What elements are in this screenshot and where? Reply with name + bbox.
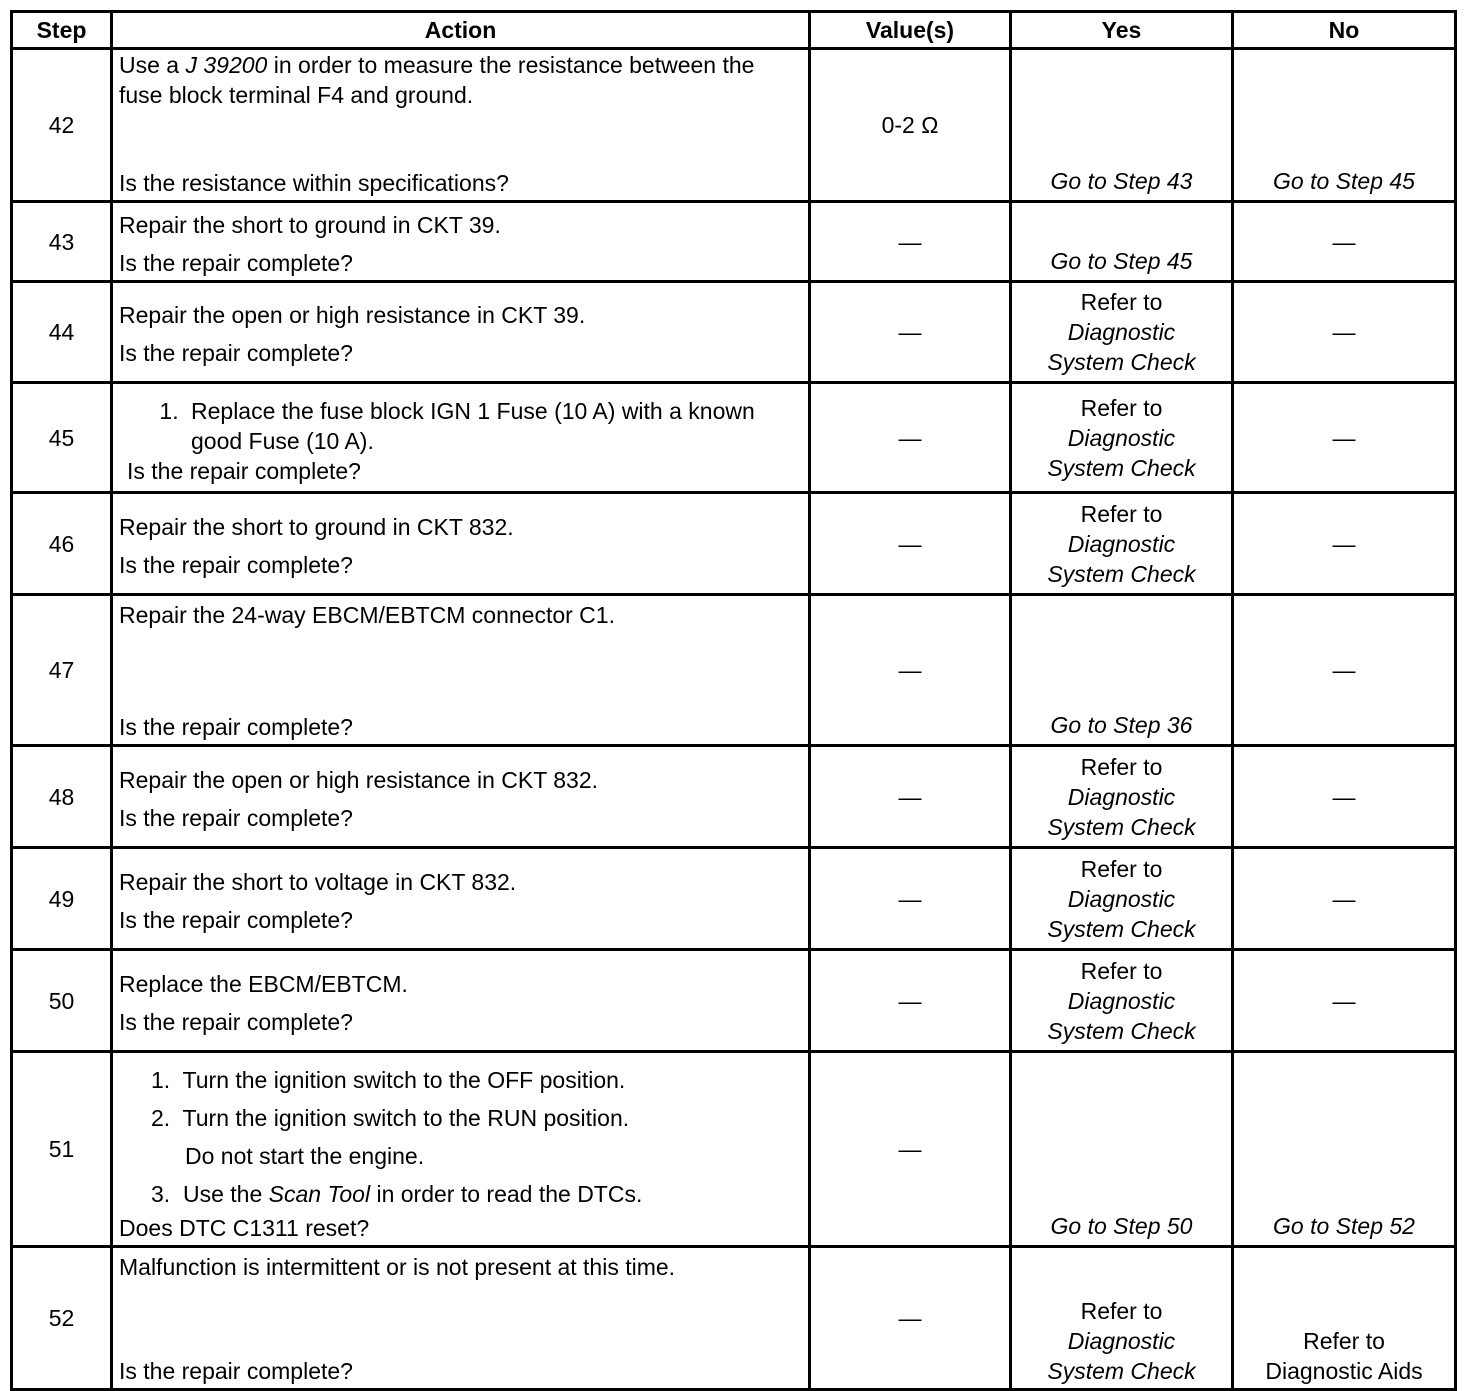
procedure-item: 1. Replace the fuse block IGN 1 Fuse (10 A) with a known good Fuse (10 A).: [185, 396, 802, 456]
table-row: [12, 746, 1456, 848]
action-question: Is the repair complete?: [119, 906, 353, 933]
action-question: Is the repair complete?: [119, 804, 353, 831]
value-cell: 0-2 Ω: [810, 49, 1011, 202]
procedure-note: Do not start the engine.: [185, 1143, 425, 1169]
table-row: [12, 1052, 1456, 1247]
table-row: [12, 950, 1456, 1052]
goto-link[interactable]: Go to Step 50: [1050, 1213, 1193, 1239]
refer-label: Refer to: [1080, 855, 1163, 882]
yes-cell: [1011, 282, 1233, 383]
table-row: [12, 493, 1456, 595]
value-cell: —: [810, 848, 1011, 950]
action-question: Is the repair complete?: [119, 340, 353, 366]
action-text: Malfunction is intermittent or is not present at this time.: [119, 1254, 676, 1280]
action-text: Repair the open or high resistance in CKT 832.: [119, 766, 599, 793]
table-row: [12, 848, 1456, 950]
table-row: [12, 595, 1456, 746]
header-step: Step: [12, 12, 112, 49]
refer-link[interactable]: System Check: [1047, 1017, 1196, 1044]
action-question: Is the resistance within specifications?: [119, 170, 509, 196]
refer-link[interactable]: Diagnostic: [1067, 530, 1176, 557]
no-cell: [1233, 1247, 1456, 1390]
step-number: 50: [12, 950, 112, 1052]
value-cell: —: [810, 493, 1011, 595]
value-cell: —: [810, 202, 1011, 282]
no-cell: [1233, 1052, 1456, 1247]
tool-name: Scan Tool: [268, 1181, 371, 1207]
no-cell: [1233, 49, 1456, 202]
action-cell: [112, 950, 810, 1052]
refer-link[interactable]: System Check: [1047, 454, 1196, 481]
refer-link[interactable]: Diagnostic: [1067, 319, 1176, 345]
action-question: Is the repair complete?: [119, 249, 353, 276]
procedure-item: 1. Turn the ignition switch to the OFF position.: [151, 1067, 626, 1093]
yes-cell: [1011, 1052, 1233, 1247]
yes-cell: [1011, 1247, 1233, 1390]
action-cell: [112, 282, 810, 383]
goto-link[interactable]: Go to Step 52: [1273, 1213, 1415, 1239]
no-cell: —: [1233, 282, 1456, 383]
procedure-list: [119, 396, 802, 456]
header-yes: Yes: [1011, 12, 1233, 49]
no-cell: —: [1233, 383, 1456, 493]
refer-link[interactable]: Diagnostic: [1067, 885, 1176, 912]
no-cell: —: [1233, 746, 1456, 848]
refer-link[interactable]: Diagnostic: [1067, 424, 1176, 451]
step-number: 43: [12, 202, 112, 282]
table-row: [12, 202, 1456, 282]
refer-link[interactable]: System Check: [1047, 813, 1196, 840]
refer-link[interactable]: System Check: [1047, 349, 1196, 375]
step-number: 52: [12, 1247, 112, 1390]
no-cell: —: [1233, 950, 1456, 1052]
step-number: 42: [12, 49, 112, 202]
yes-cell: [1011, 49, 1233, 202]
procedure-list: [119, 1055, 802, 1213]
step-number: 45: [12, 383, 112, 493]
refer-link[interactable]: System Check: [1047, 1358, 1196, 1384]
step-number: 44: [12, 282, 112, 383]
refer-link[interactable]: Diagnostic: [1067, 987, 1176, 1014]
refer-link[interactable]: System Check: [1047, 560, 1196, 587]
procedure-item: 2. Turn the ignition switch to the RUN position.: [151, 1105, 630, 1131]
header-values: Value(s): [810, 12, 1011, 49]
procedure-item: 3. Use the Scan Tool in order to read the DTCs.: [151, 1181, 643, 1207]
table-row: [12, 383, 1456, 493]
refer-link[interactable]: Diagnostic: [1067, 783, 1176, 810]
table-row: [12, 282, 1456, 383]
action-question: Is the repair complete?: [119, 551, 353, 578]
value-cell: —: [810, 1052, 1011, 1247]
action-cell: [112, 202, 810, 282]
goto-link[interactable]: Go to Step 43: [1050, 168, 1193, 194]
refer-link[interactable]: Diagnostic Aids: [1265, 1358, 1423, 1384]
step-number: 51: [12, 1052, 112, 1247]
step-number: 46: [12, 493, 112, 595]
refer-label: Refer to: [1303, 1328, 1385, 1354]
action-text: Use a J 39200 in order to measure the resistance between the fuse block terminal F4 and ground.: [119, 52, 755, 108]
no-cell: —: [1233, 848, 1456, 950]
yes-cell: [1011, 848, 1233, 950]
refer-link[interactable]: System Check: [1047, 915, 1196, 942]
no-cell: —: [1233, 493, 1456, 595]
value-cell: —: [810, 383, 1011, 493]
refer-link[interactable]: Diagnostic: [1067, 1328, 1176, 1354]
refer-label: Refer to: [1080, 1298, 1163, 1324]
refer-label: Refer to: [1080, 394, 1163, 421]
goto-link[interactable]: Go to Step 45: [1050, 248, 1193, 274]
header-no: No: [1233, 12, 1456, 49]
value-cell: —: [810, 595, 1011, 746]
action-cell: [112, 1052, 810, 1247]
yes-cell: [1011, 746, 1233, 848]
action-question: Is the repair complete?: [119, 714, 353, 740]
value-cell: —: [810, 950, 1011, 1052]
table-row: [12, 1247, 1456, 1390]
refer-label: Refer to: [1080, 289, 1163, 315]
action-question: Is the repair complete?: [119, 1358, 353, 1384]
action-cell: [112, 595, 810, 746]
yes-cell: [1011, 493, 1233, 595]
tool-name: J 39200: [185, 52, 268, 78]
action-cell: [112, 746, 810, 848]
yes-cell: [1011, 383, 1233, 493]
action-text: Replace the EBCM/EBTCM.: [119, 970, 408, 997]
action-cell: [112, 493, 810, 595]
no-cell: —: [1233, 202, 1456, 282]
action-cell: [112, 1247, 810, 1390]
step-number: 47: [12, 595, 112, 746]
action-question: Is the repair complete?: [127, 457, 361, 484]
refer-label: Refer to: [1080, 957, 1163, 984]
yes-cell: [1011, 595, 1233, 746]
action-cell: [112, 383, 810, 493]
step-number: 49: [12, 848, 112, 950]
action-question: Is the repair complete?: [119, 1008, 353, 1035]
refer-label: Refer to: [1080, 753, 1163, 780]
action-question: Does DTC C1311 reset?: [119, 1215, 370, 1241]
value-cell: —: [810, 746, 1011, 848]
value-cell: —: [810, 282, 1011, 383]
action-text: Repair the short to ground in CKT 832.: [119, 513, 514, 540]
step-number: 48: [12, 746, 112, 848]
value-cell: —: [810, 1247, 1011, 1390]
action-text: Repair the short to ground in CKT 39.: [119, 211, 501, 238]
action-text: Repair the open or high resistance in CKT 39.: [119, 302, 586, 328]
yes-cell: [1011, 202, 1233, 282]
yes-cell: [1011, 950, 1233, 1052]
header-row: [12, 12, 1456, 49]
diagnostic-table: [10, 10, 1457, 1391]
no-cell: —: [1233, 595, 1456, 746]
goto-link[interactable]: Go to Step 45: [1273, 168, 1415, 194]
header-action: Action: [112, 12, 810, 49]
action-cell: [112, 848, 810, 950]
action-text: Repair the 24-way EBCM/EBTCM connector C1.: [119, 602, 615, 628]
refer-label: Refer to: [1080, 500, 1163, 527]
action-text: Repair the short to voltage in CKT 832.: [119, 868, 517, 895]
table-row: [12, 49, 1456, 202]
action-cell: [112, 49, 810, 202]
goto-link[interactable]: Go to Step 36: [1050, 712, 1193, 738]
